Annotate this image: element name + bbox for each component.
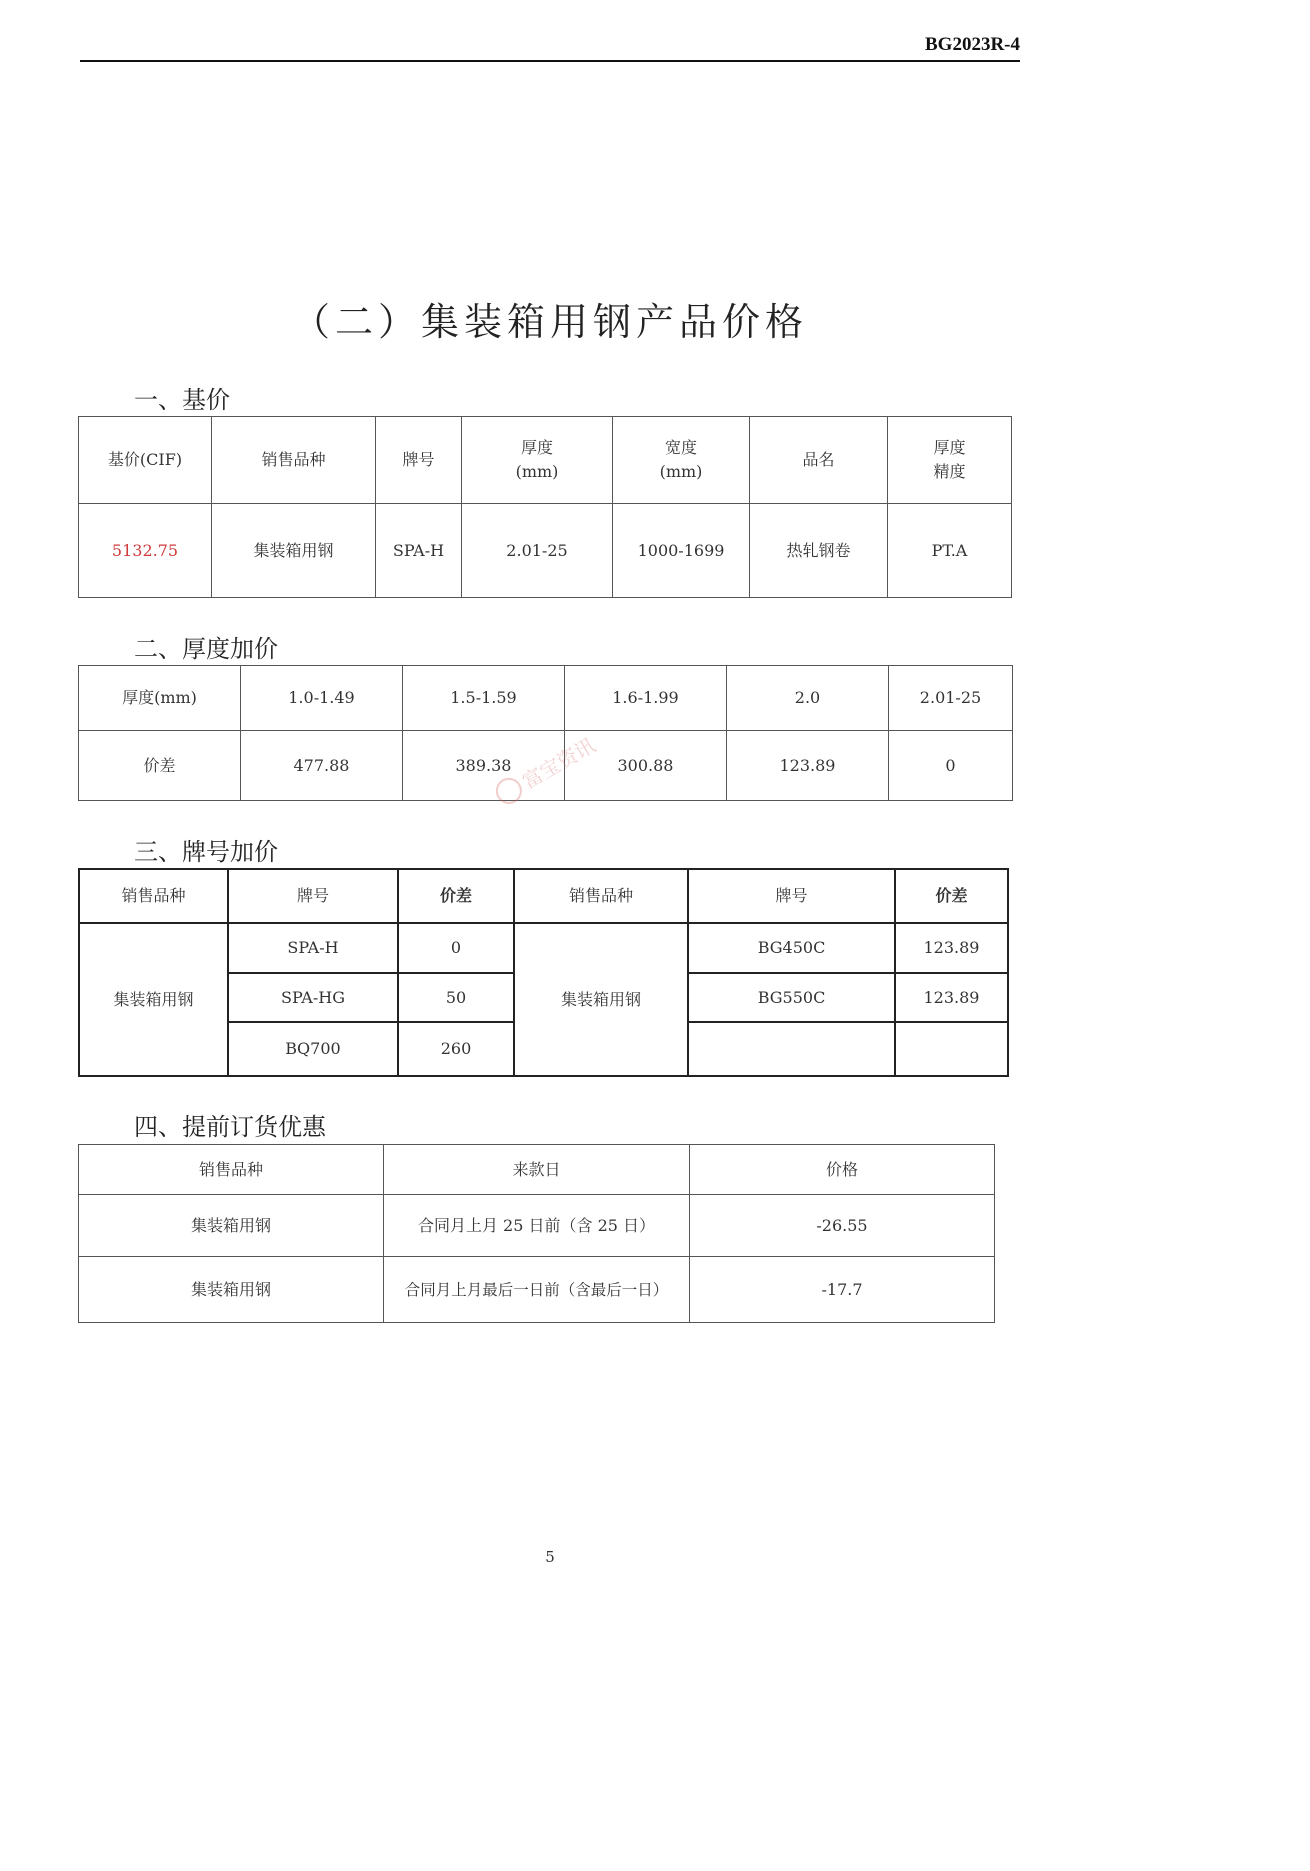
table-cell: BG550C [688, 973, 895, 1022]
doc-code: BG2023R-4 [925, 34, 1020, 55]
header-cell: 品名 [750, 417, 888, 504]
table-cell: 477.88 [241, 731, 403, 801]
table-cell: 300.88 [565, 731, 727, 801]
early-order-table [78, 1144, 995, 1323]
table-cell [895, 1022, 1008, 1076]
table-cell: 1.5-1.59 [403, 666, 565, 731]
header-cell: 价格 [690, 1145, 995, 1195]
table-cell: 集装箱用钢 [212, 504, 376, 598]
grade-table [78, 868, 1009, 1077]
table-cell: 389.38 [403, 731, 565, 801]
table-cell: 0 [889, 731, 1013, 801]
table-cell: 集装箱用钢 [514, 923, 688, 1076]
base-price-table [78, 416, 1012, 598]
table-cell: 集装箱用钢 [79, 1257, 384, 1323]
table-cell: 123.89 [895, 923, 1008, 973]
header-cell: 销售品种 [79, 869, 228, 923]
table-cell: 集装箱用钢 [79, 923, 228, 1076]
base-price-value: 5132.75 [79, 504, 212, 598]
header-cell: 厚度 精度 [888, 417, 1012, 504]
header-cell: 销售品种 [212, 417, 376, 504]
header-cell: 牌号 [376, 417, 462, 504]
table-cell: 合同月上月 25 日前（含 25 日） [384, 1195, 690, 1257]
watermark-text: 富宝资讯 [518, 732, 600, 794]
page-title: （二）集装箱用钢产品价格 [291, 300, 808, 344]
header-cell: 牌号 [688, 869, 895, 923]
table-cell: 集装箱用钢 [79, 1195, 384, 1257]
table-cell: SPA-H [228, 923, 398, 973]
header-cell: 来款日 [384, 1145, 690, 1195]
table-cell: 2.0 [727, 666, 889, 731]
table-cell: 厚度(mm) [79, 666, 241, 731]
table-cell: -17.7 [690, 1257, 995, 1323]
table-cell: 热轧钢卷 [750, 504, 888, 598]
table-cell: 合同月上月最后一日前（含最后一日） [384, 1257, 690, 1323]
table-cell: 260 [398, 1022, 514, 1076]
table-cell: 0 [398, 923, 514, 973]
table-cell: SPA-HG [228, 973, 398, 1022]
header-cell: 价差 [895, 869, 1008, 923]
header-cell: 基价(CIF) [79, 417, 212, 504]
page-number: 5 [545, 1548, 555, 1566]
table-cell: 123.89 [895, 973, 1008, 1022]
section-heading-grade: 三、牌号加价 [134, 838, 278, 866]
table-cell: 2.01-25 [462, 504, 613, 598]
table-cell: -26.55 [690, 1195, 995, 1257]
table-cell [688, 1022, 895, 1076]
header-cell: 宽度 (mm) [613, 417, 750, 504]
section-heading-thickness: 二、厚度加价 [134, 635, 278, 663]
header-cell: 厚度 (mm) [462, 417, 613, 504]
table-cell: 2.01-25 [889, 666, 1013, 731]
table-cell: 123.89 [727, 731, 889, 801]
table-cell: 50 [398, 973, 514, 1022]
section-heading-base-price: 一、基价 [134, 386, 230, 414]
header-cell: 销售品种 [79, 1145, 384, 1195]
header-rule [80, 60, 1020, 62]
section-heading-early-order: 四、提前订货优惠 [134, 1113, 326, 1141]
table-cell: BG450C [688, 923, 895, 973]
table-cell: 1000-1699 [613, 504, 750, 598]
header-cell: 价差 [398, 869, 514, 923]
table-cell: BQ700 [228, 1022, 398, 1076]
table-cell: PT.A [888, 504, 1012, 598]
table-cell: SPA-H [376, 504, 462, 598]
table-cell: 1.0-1.49 [241, 666, 403, 731]
table-cell: 1.6-1.99 [565, 666, 727, 731]
header-cell: 牌号 [228, 869, 398, 923]
table-cell: 价差 [79, 731, 241, 801]
header-cell: 销售品种 [514, 869, 688, 923]
